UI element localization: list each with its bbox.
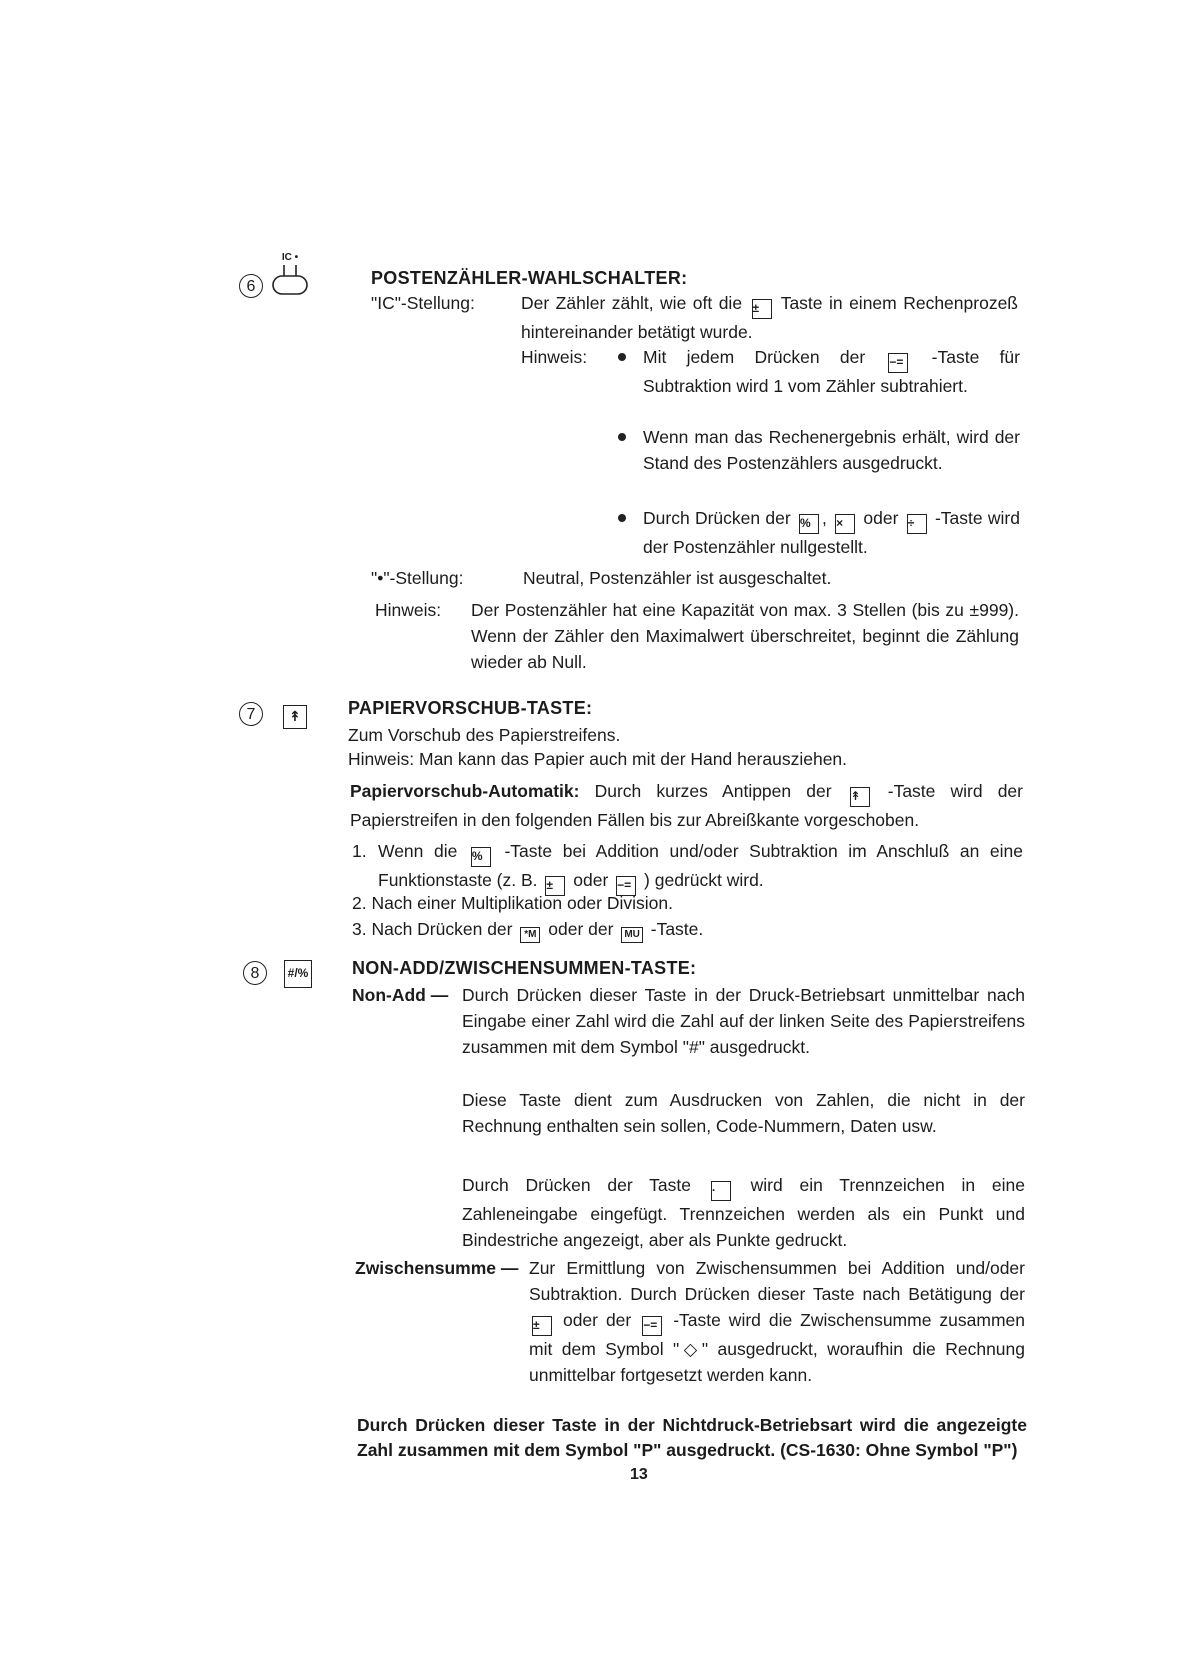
hint-bullet-2: Wenn man das Rechenergebnis erhält, wird der Stand des Postenzählers ausgedruckt. — [643, 427, 1020, 473]
plus-key-icon: ± — [752, 299, 772, 319]
percent-key-icon: % — [471, 847, 491, 867]
minus-key-icon: −= — [642, 1316, 662, 1336]
non-add-paragraph-2: Diese Taste dient zum Ausdrucken von Zahlen, die nicht in der Rechnung enthalten sein sollen, Code-Nummern, Daten usw. — [462, 1090, 1025, 1136]
non-print-mode-note: Durch Drücken dieser Taste in der Nichtdruck-Betriebsart wird die angezeigte Zahl zusammen mit dem Symbol "P" ausgedruckt. (CS-1630: Ohne Symbol "P") — [357, 1415, 1027, 1460]
page-number: 13 — [630, 1466, 648, 1483]
hinweis-label: Hinweis: — [521, 347, 588, 367]
non-add-key-icon: #/% — [281, 955, 315, 988]
ic-switch-icon — [270, 252, 310, 305]
mu-key-icon: MU — [621, 927, 643, 943]
list-item-3: 3. Nach Drücken der *M oder der MU -Taste. — [352, 916, 703, 943]
subtotal-label: Zwischensumme — — [355, 1258, 519, 1278]
section-6-title: POSTENZÄHLER-WAHLSCHALTER: — [371, 268, 688, 288]
non-add-paragraph-3: Durch Drücken der Taste · wird ein Trennzeichen in eine Zahleneingabe eingefügt. Trennzeichen werden als ein Punkt und Bindestriche angezeigt, aber als Punkte gedruckt. — [462, 1175, 1025, 1250]
bullet-icon — [618, 344, 626, 370]
subtotal-paragraph: Zur Ermittlung von Zwischensummen bei Addition und/oder Subtraktion. Durch Drücken dieser Taste nach Betätigung der ± oder der −= -Taste wird die Zwischensumme zusammen mit dem Symbol "◇" ausgedruckt, woraufhin die Rechnung unmittelbar fortgesetzt werden kann. — [529, 1258, 1025, 1385]
bullet-icon — [618, 424, 626, 450]
paper-feed-hint: Hinweis: Man kann das Papier auch mit der Hand herausziehen. — [348, 749, 848, 769]
paper-feed-description: Zum Vorschub des Papierstreifens. — [348, 725, 621, 745]
non-add-paragraph-1: Durch Drücken dieser Taste in der Druck-Betriebsart unmittelbar nach Eingabe einer Zahl wird die Zahl auf der linken Seite des Papierstreifens zusammen mit dem Symbol "#" ausgedruckt. — [462, 985, 1025, 1057]
section-8-number: 8 — [243, 959, 267, 985]
paper-feed-key-icon: ↟ — [850, 787, 870, 807]
paper-feed-automatic: Papiervorschub-Automatik: Durch kurzes Antippen der ↟ -Taste wird der Papierstreifen in den folgenden Fällen bis zur Abreißkante vorgeschoben. — [350, 781, 1023, 830]
section-8-title: NON-ADD/ZWISCHENSUMMEN-TASTE: — [352, 958, 697, 978]
xm-key-icon: *M — [520, 927, 540, 943]
slide-switch-icon — [270, 264, 310, 298]
section-7-number: 7 — [239, 700, 263, 726]
dot-key-icon: · — [711, 1181, 731, 1201]
ic-position-text: Der Zähler zählt, wie oft die ± Taste in einem Rechenprozeß hintereinander betätigt wurde. — [521, 293, 1018, 342]
dot-position-label: "•"-Stellung: — [371, 568, 464, 588]
hint-bullet-3: Durch Drücken der % , × oder ÷ -Taste wird der Postenzähler nullgestellt. — [643, 508, 1020, 557]
section-6-number: 6 — [239, 272, 263, 298]
plus-key-icon: ± — [545, 876, 565, 896]
hinweis2-label: Hinweis: — [375, 600, 442, 620]
times-key-icon: × — [835, 514, 855, 534]
percent-key-icon: % — [799, 514, 819, 534]
hint-bullet-1: Mit jedem Drücken der −= -Taste für Subtraktion wird 1 vom Zähler subtrahiert. — [643, 347, 1020, 396]
divide-key-icon: ÷ — [907, 514, 927, 534]
minus-key-icon: −= — [616, 876, 636, 896]
paper-feed-key-icon: ↟ — [280, 699, 310, 729]
section-7-title: PAPIERVORSCHUB-TASTE: — [348, 698, 593, 718]
list-item-1: Wenn die % -Taste bei Addition und/oder Subtraktion im Anschluß an eine Funktionstaste (z. B. ± oder −= ) gedrückt wird. — [378, 838, 1023, 896]
plus-key-icon: ± — [532, 1316, 552, 1336]
hinweis2-text: Der Postenzähler hat eine Kapazität von max. 3 Stellen (bis zu ±999). Wenn der Zähler den Maximalwert überschreitet, beginnt die Zählung wieder ab Null. — [471, 600, 1019, 672]
list-item-number: 1. — [352, 841, 367, 861]
minus-key-icon: −= — [888, 353, 908, 373]
bullet-icon — [618, 505, 626, 531]
dot-position-text: Neutral, Postenzähler ist ausgeschaltet. — [523, 568, 832, 588]
ic-position-label: "IC"-Stellung: — [371, 293, 475, 313]
list-item-2: 2. Nach einer Multiplikation oder Division. — [352, 893, 673, 913]
ic-switch-label: IC • — [281, 252, 299, 263]
non-add-label: Non-Add — — [352, 985, 449, 1005]
